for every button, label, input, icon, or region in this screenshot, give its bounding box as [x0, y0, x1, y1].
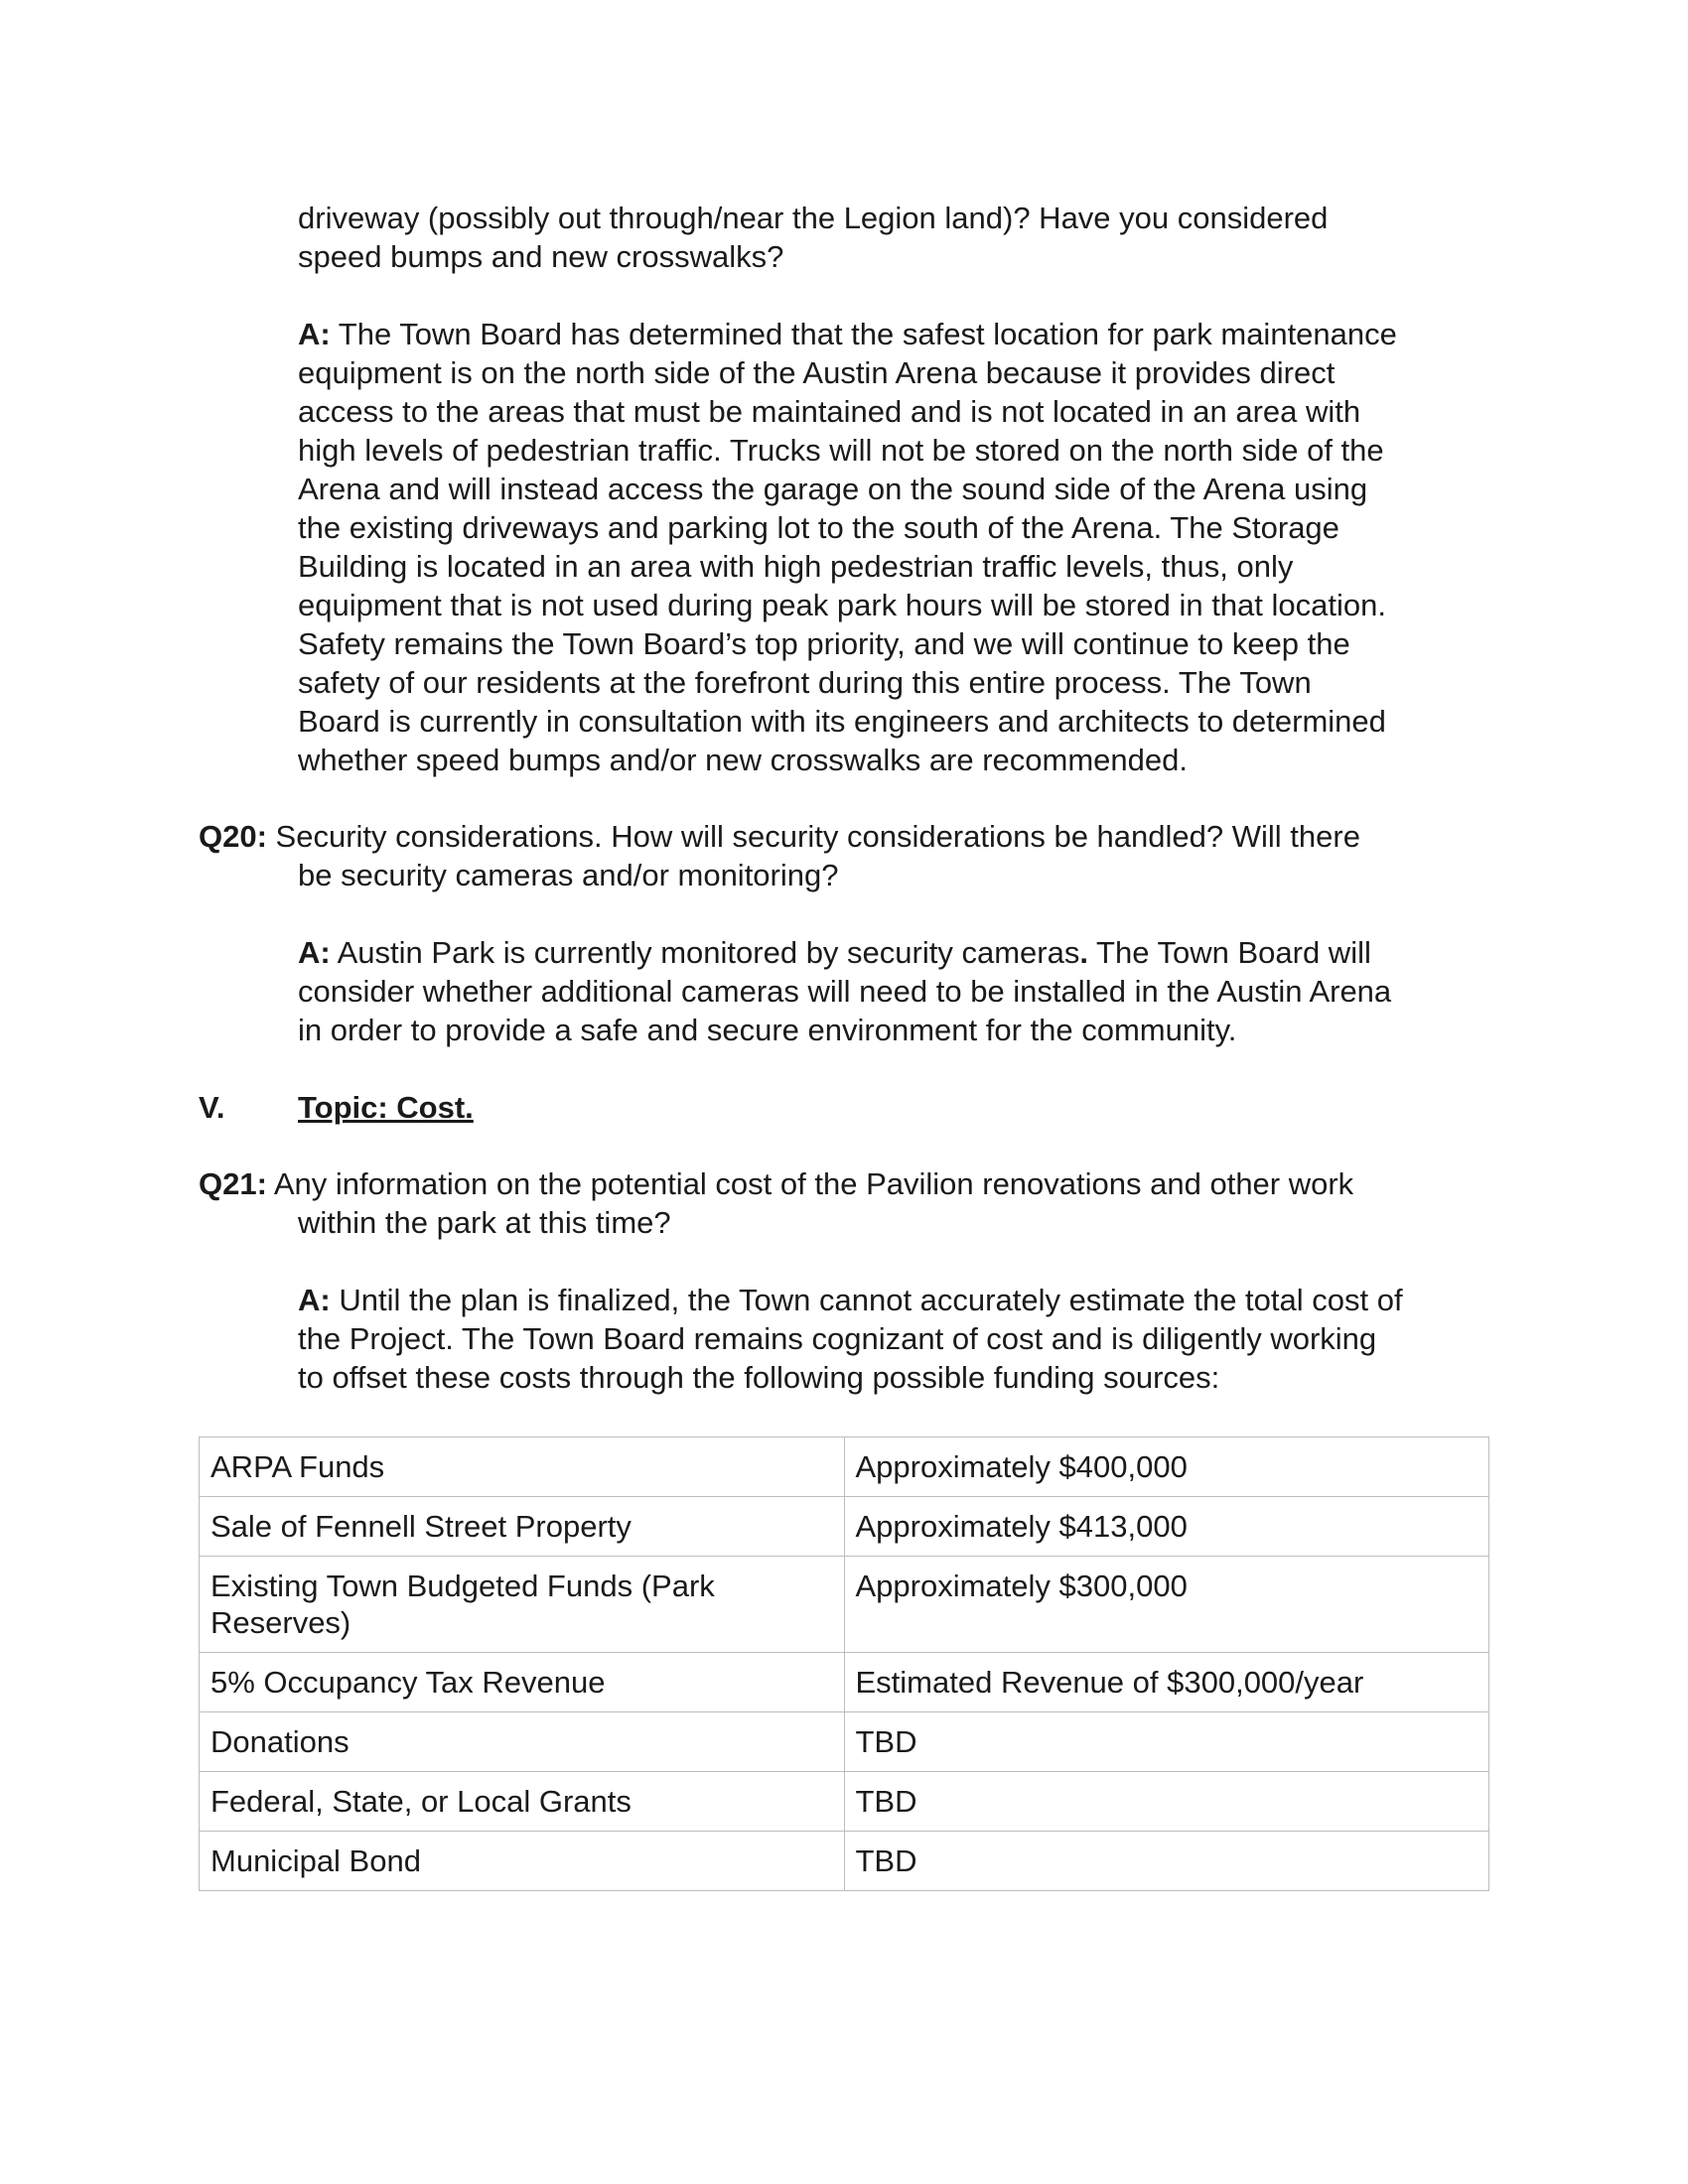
text-line: Board is currently in consultation with its engineers and architects to determined: [298, 704, 1386, 739]
text-line: within the park at this time?: [298, 1205, 671, 1240]
text-line: Arena and will instead access the garage on the sound side of the Arena using: [298, 472, 1368, 506]
text-line: be security cameras and/or monitoring?: [298, 858, 839, 892]
funding-source-cell: Sale of Fennell Street Property: [200, 1497, 845, 1557]
question-label: Q21:: [199, 1166, 267, 1201]
text-line: [199, 1164, 1509, 1203]
funding-source-cell: Municipal Bond: [200, 1832, 845, 1891]
answer-label: A:: [298, 1283, 331, 1317]
table-row: [200, 1497, 1489, 1557]
text-line: [298, 933, 1509, 972]
table-row: [200, 1712, 1489, 1772]
question-text: Any information on the potential cost of the Pavilion renovations and other work: [266, 1166, 1354, 1201]
funding-amount-cell: Estimated Revenue of $300,000/year: [844, 1653, 1489, 1712]
text-line: driveway (possibly out through/near the Legion land)? Have you considered: [298, 201, 1329, 235]
funding-amount-cell: Approximately $413,000: [844, 1497, 1489, 1557]
table-row: [200, 1772, 1489, 1832]
funding-amount-cell: TBD: [844, 1772, 1489, 1832]
funding-source-cell: Donations: [200, 1712, 845, 1772]
text-line: [298, 1281, 1509, 1319]
funding-amount-cell: TBD: [844, 1712, 1489, 1772]
section-number: V.: [199, 1090, 225, 1125]
answer-text: The Town Board has determined that the safest location for park maintenance: [330, 317, 1397, 351]
text-line: Safety remains the Town Board’s top priority, and we will continue to keep the: [298, 626, 1350, 661]
q19-answer: [298, 315, 1509, 779]
answer-label: A:: [298, 935, 331, 970]
answer-text: Until the plan is finalized, the Town cannot accurately estimate the total cost of: [330, 1283, 1403, 1317]
funding-source-cell: 5% Occupancy Tax Revenue: [200, 1653, 845, 1712]
text-line: safety of our residents at the forefront during this entire process. The Town: [298, 665, 1312, 700]
text-line: high levels of pedestrian traffic. Trucks will not be stored on the north side of the: [298, 433, 1384, 468]
funding-amount-cell: Approximately $400,000: [844, 1437, 1489, 1497]
q21-answer: [298, 1281, 1509, 1397]
funding-amount-cell: TBD: [844, 1832, 1489, 1891]
text-line: the Project. The Town Board remains cognizant of cost and is diligently working: [298, 1321, 1377, 1356]
q19-continuation: [298, 199, 1509, 276]
q20-question: [199, 817, 1509, 894]
text-line: equipment is on the north side of the Austin Arena because it provides direct: [298, 355, 1336, 390]
table-row: [200, 1557, 1489, 1653]
text-line: to offset these costs through the following possible funding sources:: [298, 1360, 1220, 1395]
bold-period: .: [1079, 935, 1088, 970]
text-line: access to the areas that must be maintained and is not located in an area with: [298, 394, 1361, 429]
table-row: [200, 1653, 1489, 1712]
text-line: [298, 315, 1509, 353]
funding-sources-table: [199, 1436, 1489, 1891]
text-line: equipment that is not used during peak park hours will be stored in that location.: [298, 588, 1386, 622]
q21-question: [199, 1164, 1509, 1242]
text-line: in order to provide a safe and secure environment for the community.: [298, 1013, 1237, 1047]
section-title: Topic: Cost.: [298, 1090, 474, 1125]
question-label: Q20:: [199, 819, 267, 854]
question-text: Security considerations. How will security considerations be handled? Will there: [266, 819, 1360, 854]
text-line: the existing driveways and parking lot to the south of the Arena. The Storage: [298, 510, 1339, 545]
funding-source-cell: Existing Town Budgeted Funds (Park Reserves): [200, 1557, 845, 1653]
answer-label: A:: [298, 317, 331, 351]
funding-amount-cell: Approximately $300,000: [844, 1557, 1489, 1653]
table-row: [200, 1832, 1489, 1891]
funding-source-cell: Federal, State, or Local Grants: [200, 1772, 845, 1832]
answer-text: Austin Park is currently monitored by security cameras: [330, 935, 1080, 970]
funding-source-cell: ARPA Funds: [200, 1437, 845, 1497]
answer-text-tail: The Town Board will: [1087, 935, 1371, 970]
text-line: consider whether additional cameras will need to be installed in the Austin Arena: [298, 974, 1392, 1009]
text-line: whether speed bumps and/or new crosswalks are recommended.: [298, 743, 1189, 777]
text-line: [199, 817, 1509, 856]
table-row: [200, 1437, 1489, 1497]
text-line: Building is located in an area with high pedestrian traffic levels, thus, only: [298, 549, 1294, 584]
text-line: speed bumps and new crosswalks?: [298, 239, 784, 274]
q20-answer: [298, 933, 1509, 1049]
